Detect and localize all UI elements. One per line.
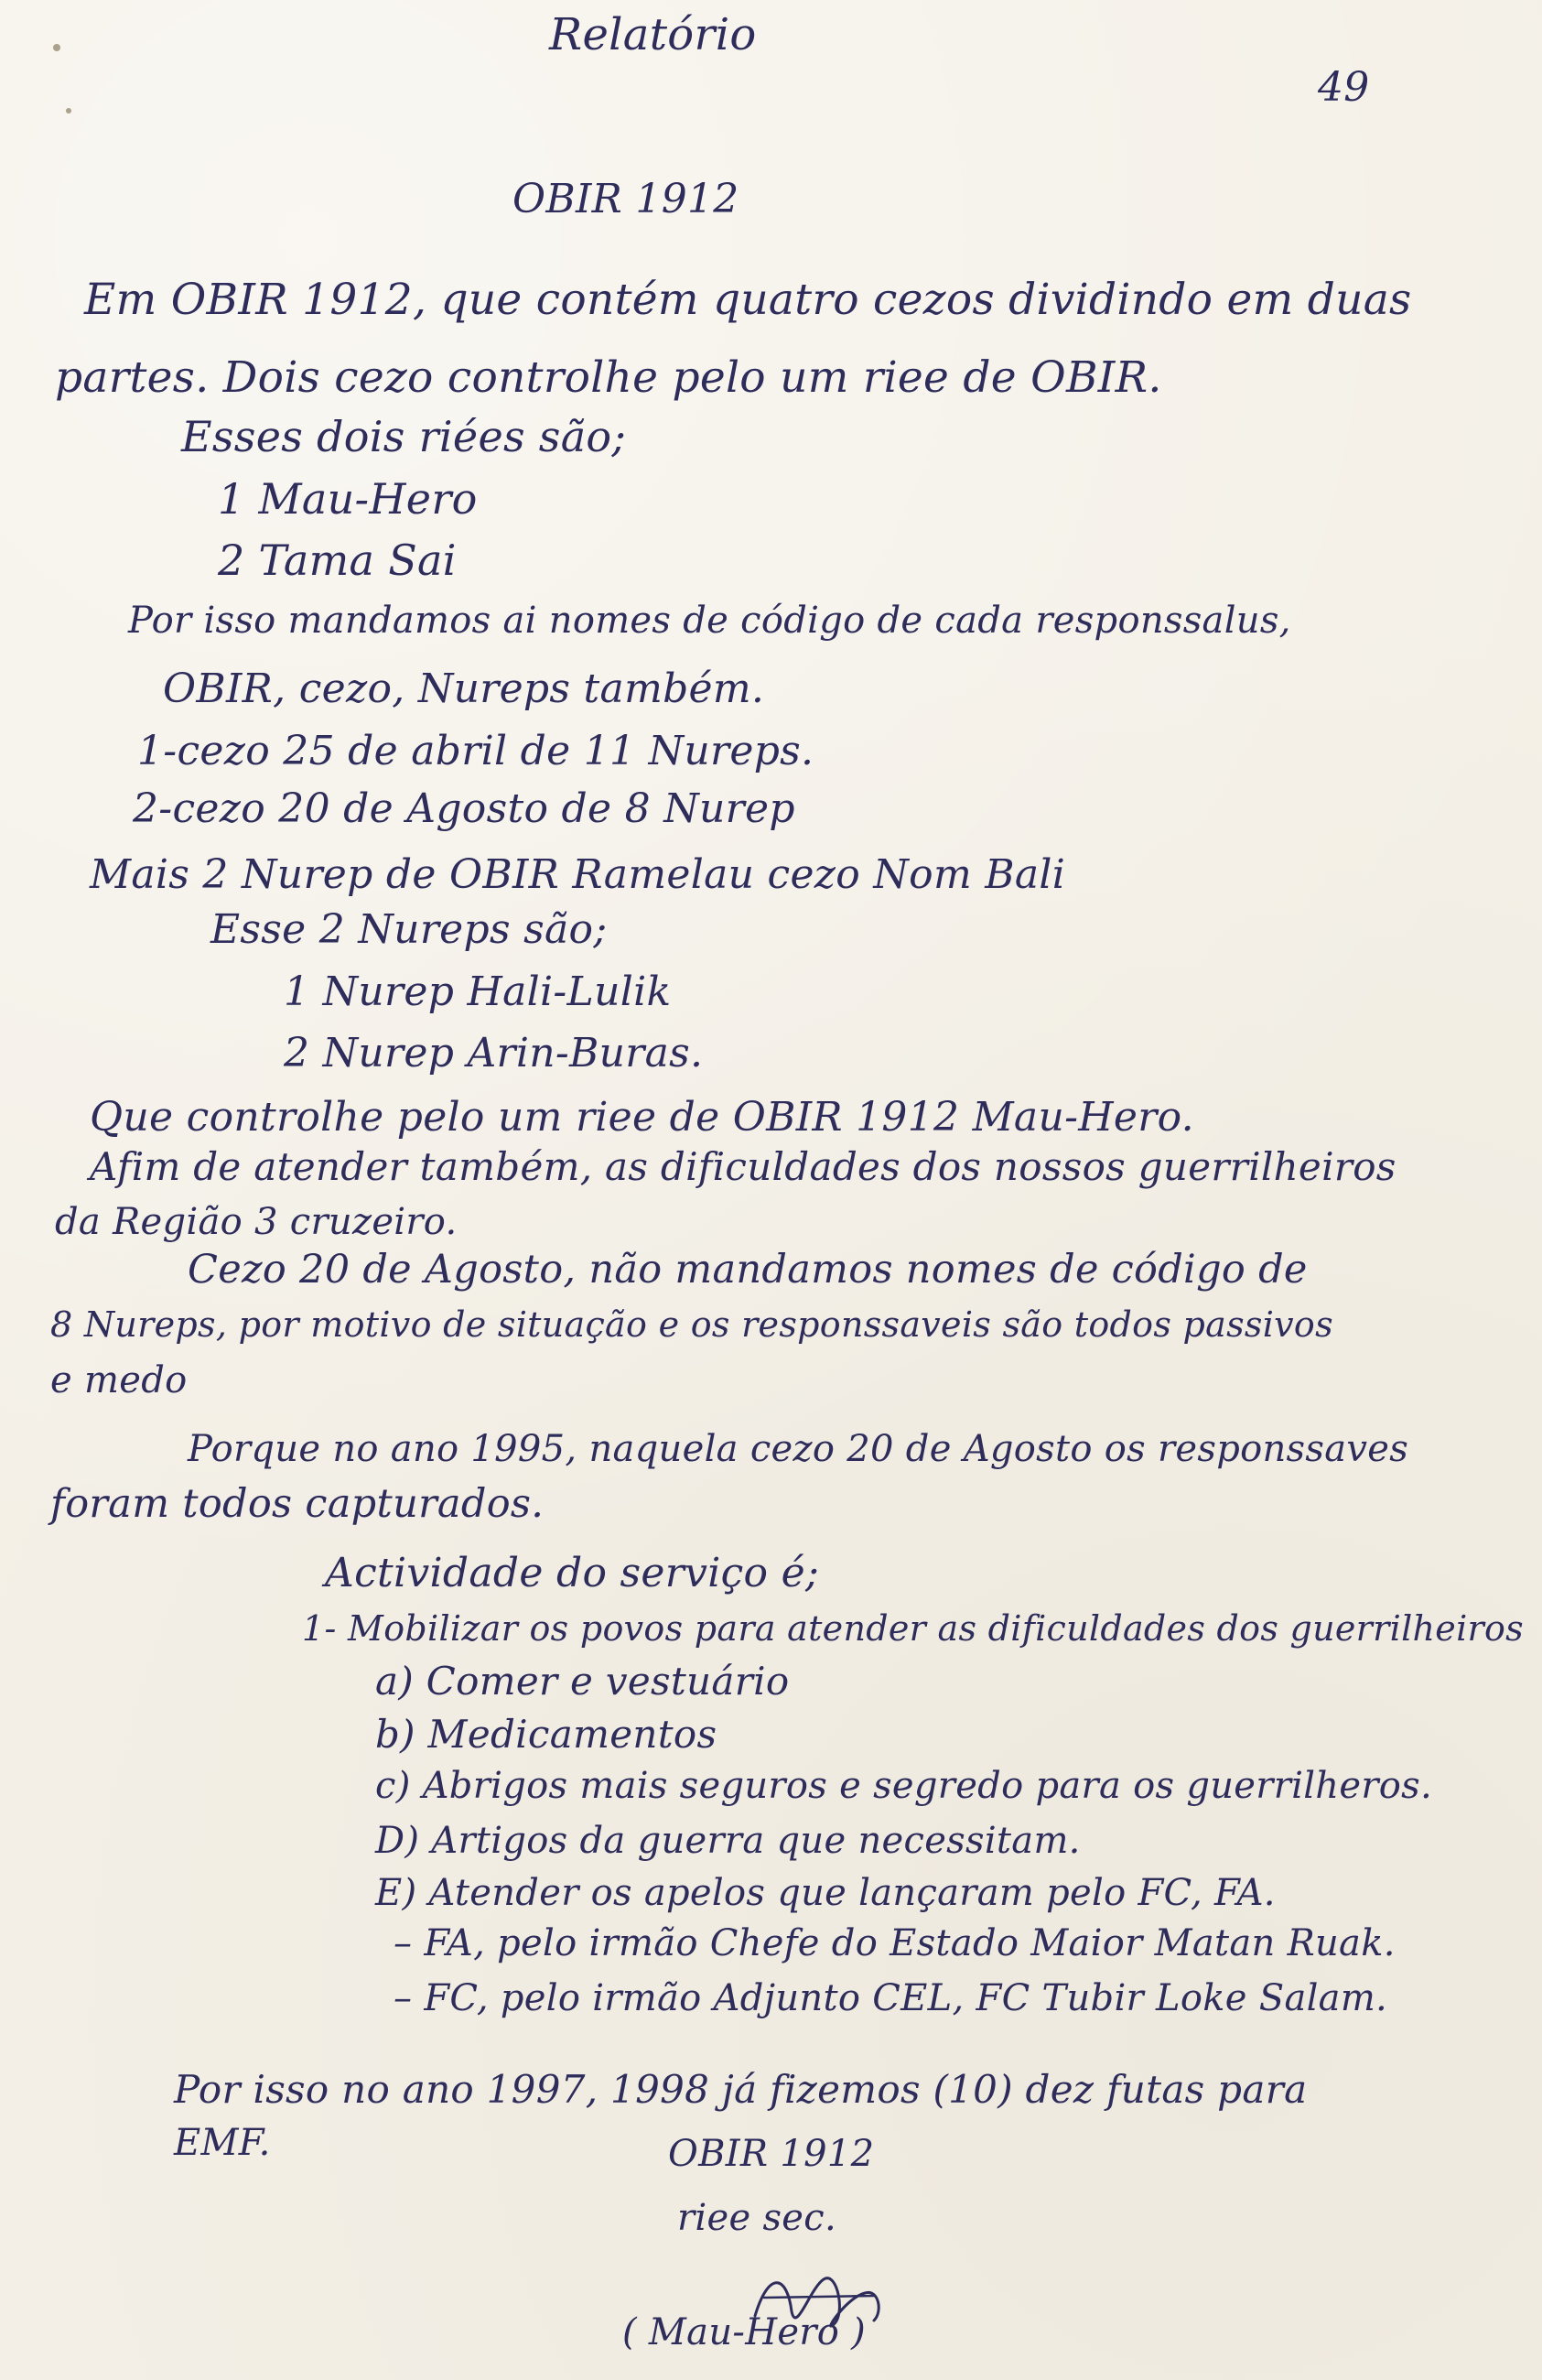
text-line: EMF. <box>174 2122 271 2164</box>
list-item: 1- Mobilizar os povos para atender as dificuldades dos guerrilheiros <box>302 1608 1524 1649</box>
list-item: – FC, pelo irmão Adjunto CEL, FC Tubir Loke Salam. <box>394 1977 1388 2019</box>
text-line: foram todos capturados. <box>50 1481 545 1527</box>
signature-role: riee sec. <box>677 2197 836 2239</box>
list-item: 1 Nurep Hali-Lulik <box>284 968 672 1015</box>
page-number: 49 <box>1318 64 1370 111</box>
text-line: Cezo 20 de Agosto, não mandamos nomes de código de <box>188 1247 1308 1293</box>
text-line: Esse 2 Nureps são; <box>210 906 608 953</box>
text-line: Porque no ano 1995, naquela cezo 20 de Agosto os responssaves <box>188 1428 1409 1470</box>
text-line: Mais 2 Nurep de OBIR Ramelau cezo Nom Bali <box>90 851 1066 898</box>
list-item: – FA, pelo irmão Chefe do Estado Maior Matan Ruak. <box>394 1922 1396 1964</box>
text-line: OBIR, cezo, Nureps também. <box>163 665 765 712</box>
text-line: e medo <box>50 1359 188 1401</box>
text-line: Afim de atender também, as dificuldades dos nossos guerrilheiros <box>90 1144 1396 1189</box>
list-item: b) Medicamentos <box>375 1712 717 1757</box>
document-subtitle: OBIR 1912 <box>512 176 739 222</box>
list-item: E) Atender os apelos que lançaram pelo FC, FA. <box>375 1872 1276 1914</box>
list-item: 1 Mau-Hero <box>218 474 478 524</box>
text-line: 8 Nureps, por motivo de situação e os responssaveis são todos passivos <box>50 1304 1333 1345</box>
list-item: D) Artigos da guerra que necessitam. <box>375 1820 1081 1862</box>
text-line: partes. Dois cezo controlhe pelo um riee de OBIR. <box>55 352 1162 403</box>
document-title: Relatório <box>549 9 757 60</box>
text-line: Que controlhe pelo um riee de OBIR 1912 Mau-Hero. <box>90 1094 1194 1141</box>
text-line: Esses dois riées são; <box>181 412 627 461</box>
list-item: a) Comer e vestuário <box>375 1659 790 1704</box>
text-line: da Região 3 cruzeiro. <box>55 1201 458 1243</box>
signature-org: OBIR 1912 <box>668 2133 875 2175</box>
text-line: 1-cezo 25 de abril de 11 Nureps. <box>137 728 814 774</box>
text-line: Em OBIR 1912, que contém quatro cezos dividindo em duas <box>84 275 1412 325</box>
text-line: Por isso mandamos ai nomes de código de cada responssalus, <box>128 600 1291 642</box>
text-line: Por isso no ano 1997, 1998 já fizemos (10) dez futas para <box>174 2067 1308 2112</box>
list-item: c) Abrigos mais seguros e segredo para os guerrilheros. <box>375 1765 1432 1807</box>
signature-name: ( Mau-Hero ) <box>622 2311 867 2353</box>
section-heading: Actividade do serviço é; <box>325 1550 820 1596</box>
list-item: 2 Tama Sai <box>218 536 457 585</box>
ink-speck <box>53 44 60 51</box>
ink-speck <box>66 108 71 114</box>
list-item: 2 Nurep Arin-Buras. <box>284 1030 704 1076</box>
text-line: 2-cezo 20 de Agosto de 8 Nurep <box>133 785 795 832</box>
